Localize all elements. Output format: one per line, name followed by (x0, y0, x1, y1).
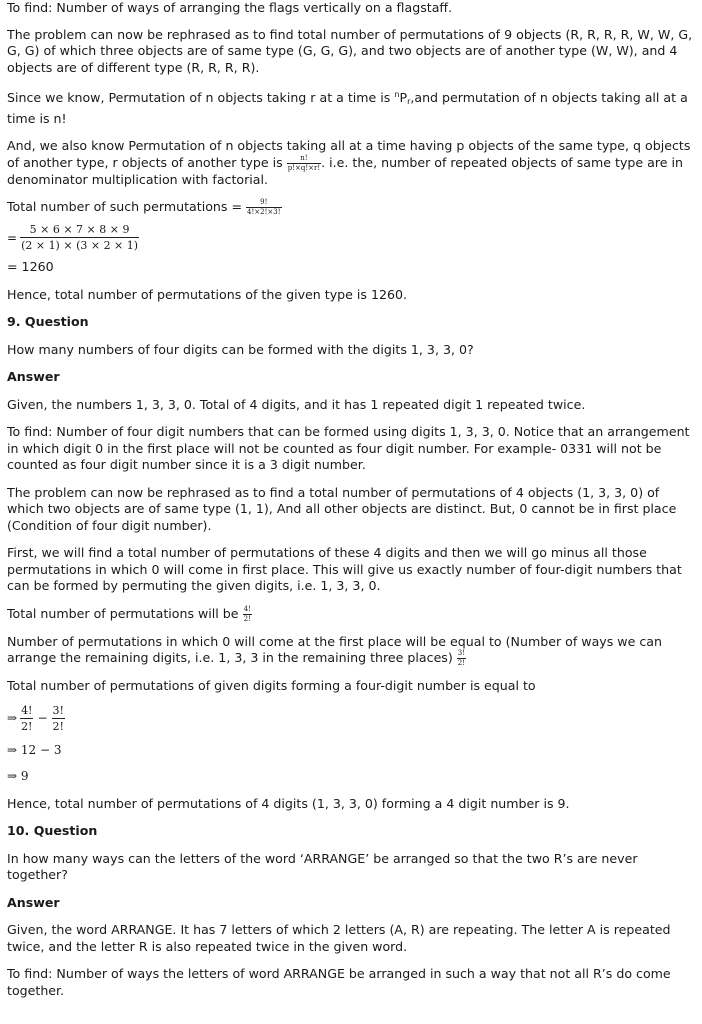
fraction-denominator: p!×q!×r! (287, 163, 321, 172)
text: And, we also know Permutation of n objects taking all at a time having p objects of the same type, q objects of another type, r objects of another type is (7, 138, 691, 170)
text: Total number of permutations will be (7, 605, 243, 621)
paragraph-total-permutations (7, 199, 694, 216)
equals-sign: = (7, 230, 18, 245)
answer-9-rephrase: The problem can now be rephrased as to find a total number of permutations of 4 objects (1, 3, 3, 0) of which two objects are of same type (1, 1), And all other objects are distinct. But, 0 cannot be in first place (Condition of four digit number). (7, 484, 677, 533)
answer-9-zero-first (7, 634, 694, 668)
question-9-heading: 9. Question (7, 314, 89, 329)
math-12-minus-3: ⇒ 12 − 3 (7, 742, 62, 757)
question-10-text: In how many ways can the letters of the word ‘ARRANGE’ be arranged so that the two R’s are never together? (7, 850, 638, 882)
result-1260: = 1260 (7, 259, 54, 274)
fraction-denominator: 2! (243, 614, 251, 623)
math-result-9: ⇒ 9 (7, 769, 29, 783)
fraction-zero-first (457, 650, 466, 667)
fraction-3-factorial (52, 705, 65, 732)
answer-9-total (7, 606, 694, 623)
question-9-text: How many numbers of four digits can be formed with the digits 1, 3, 3, 0? (7, 341, 474, 357)
answer-10-heading: Answer (7, 894, 60, 910)
text: . i.e. the, number of repeated objects of same type are in denominator multiplication with factorial. (7, 154, 683, 187)
fraction-formula (287, 155, 321, 172)
text: Number of permutations in which 0 will come at the first place will be equal to (Number of ways we can arrange the remaining digits, i.e. 1, 3, 3 in the remaining three places) (7, 633, 662, 665)
fraction-expansion (20, 224, 139, 251)
superscript-n: n (394, 90, 400, 99)
fraction-numerator: 3! (52, 703, 64, 717)
answer-9-conclusion: Hence, total number of permutations of 4 digits (1, 3, 3, 0) forming a 4 digit number is 9. (7, 795, 570, 811)
fraction-4-factorial (20, 705, 33, 732)
math-difference (7, 705, 694, 732)
fraction-numerator: 4! (243, 604, 251, 613)
text: ,and permutation of n objects taking all at a time is n! (7, 90, 688, 126)
fraction-denominator: 2! (21, 719, 33, 733)
text: Since we know, Permutation of n objects taking r at a time is (7, 90, 395, 105)
paragraph-permutation-definition (7, 87, 694, 127)
conclusion-flags: Hence, total number of permutations of the given type is 1260. (7, 286, 408, 302)
fraction-numerator: n! (300, 153, 308, 162)
answer-10-to-find: To find: Number of ways the letters of word ARRANGE be arranged in such a way that not all R’s do come together. (7, 966, 671, 998)
text: Total number of such permutations = (7, 199, 247, 214)
fraction-denominator: 4!×2!×3! (247, 208, 281, 216)
answer-9-approach: First, we will find a total number of permutations of these 4 digits and then we will go minus all those permutations in which 0 will come in first place. This will give us exactly number of four-digit numbers that can be formed by permuting the given digits, i.e. 1, 3, 3, 0. (7, 545, 682, 593)
subscript-r: r (407, 97, 411, 106)
fraction-denominator: 2! (52, 719, 64, 733)
fraction-numerator: 9! (260, 198, 268, 206)
fraction-total (243, 606, 252, 623)
fraction-numerator: 4! (21, 703, 33, 717)
fraction-total (246, 199, 282, 216)
question-10-heading: 10. Question (7, 823, 98, 838)
fraction-numerator: 5 × 6 × 7 × 8 × 9 (29, 223, 130, 236)
text-p: P (399, 90, 408, 105)
fraction-numerator: 3! (457, 649, 466, 657)
implies-arrow: ⇒ (7, 711, 18, 725)
paragraph-rephrase-flags: The problem can now be rephrased as to find total number of permutations of 9 objects (R, R, R, R, W, W, G, G, G) of which three objects are of same type (G, G, G), and two objects are of another type (W, W), and 4 objects are of different type (R, R, R, R). (7, 26, 693, 75)
paragraph-to-find-flags: To find: Number of ways of arranging the flags vertically on a flagstaff. (7, 0, 453, 15)
fraction-denominator: 2! (457, 659, 466, 667)
answer-9-to-find: To find: Number of four digit numbers that can be formed using digits 1, 3, 3, 0. Notice that an arrangement in which digit 0 in the first place will not be counted as four digit number. For example- 0331 will not be counted as four digit number since it is a 3 digit number. (7, 424, 690, 472)
answer-9-total-four-digit: Total number of permutations of given digits forming a four-digit number is equal to (7, 678, 536, 693)
minus-sign: − (37, 711, 48, 725)
fraction-denominator: (2 × 1) × (3 × 2 × 1) (21, 239, 139, 252)
paragraph-repeated-objects-formula (7, 138, 694, 188)
math-expansion (7, 224, 694, 251)
answer-9-heading: Answer (7, 369, 60, 384)
answer-9-given: Given, the numbers 1, 3, 3, 0. Total of 4 digits, and it has 1 repeated digit 1 repeated twice. (7, 396, 586, 412)
answer-10-given: Given, the word ARRANGE. It has 7 letters of which 2 letters (A, R) are repeating. The letter A is repeated twice, and the letter R is also repeated twice in the given word. (7, 922, 671, 954)
